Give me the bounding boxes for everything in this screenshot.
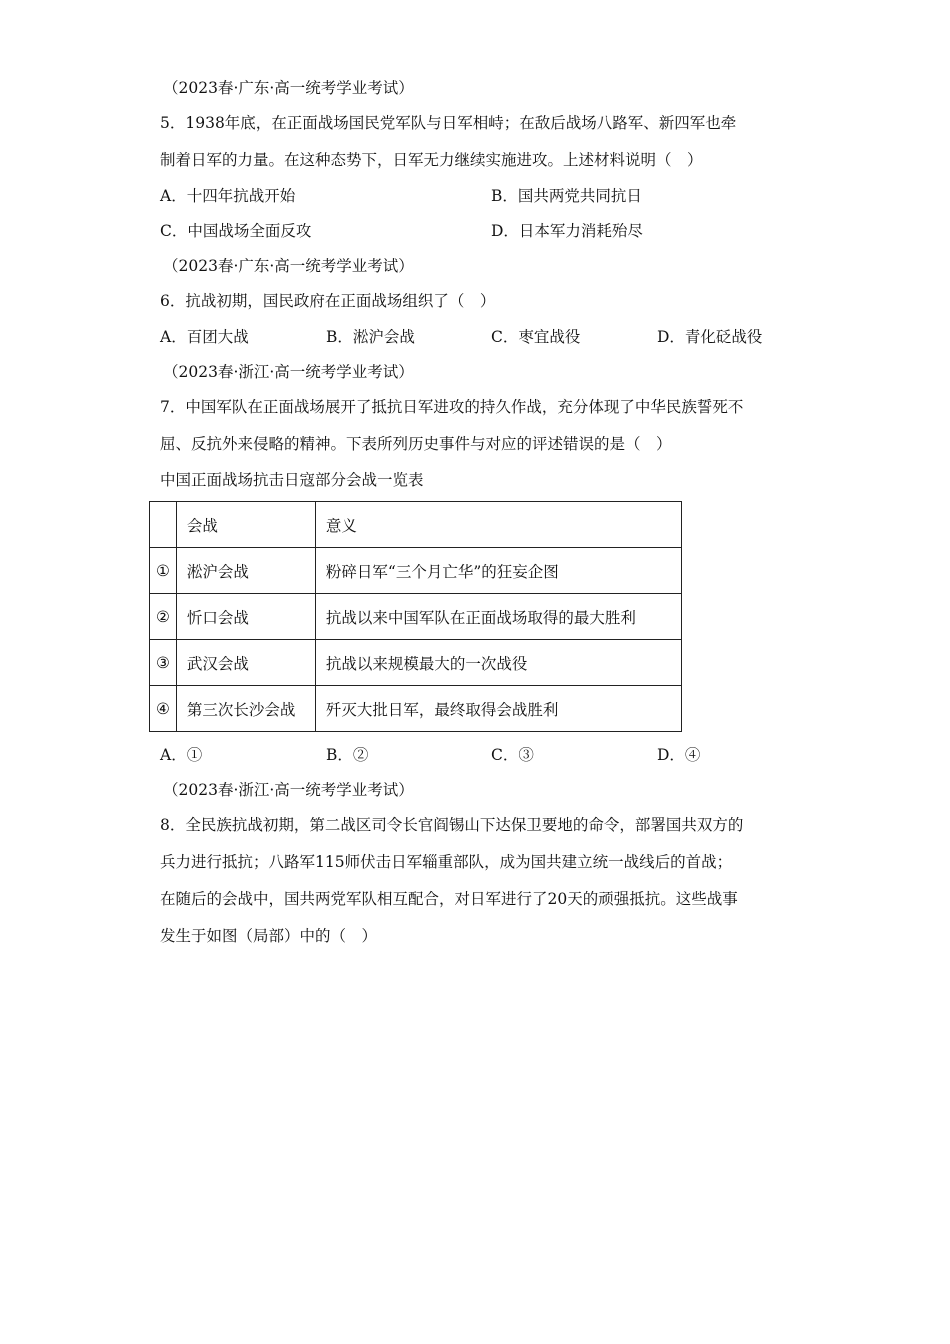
table-header-cell: 会战: [176, 502, 315, 548]
q6-option-d[interactable]: D．青化砭战役: [657, 328, 763, 346]
battles-table: [149, 501, 682, 732]
q8-stem-line3: 在随后的会战中，国共两党军队相互配合，对日军进行了20天的顽强抵抗。这些战事: [160, 890, 738, 908]
table-cell-significance: 抗战以来中国军队在正面战场取得的最大胜利: [315, 594, 681, 640]
q5-option-b[interactable]: B．国共两党共同抗日: [491, 187, 642, 205]
q5-source: （2023春·广东·高一统考学业考试）: [163, 79, 414, 97]
q8-source: （2023春·浙江·高一统考学业考试）: [163, 781, 414, 799]
q5-stem-line2: 制着日军的力量。在这种态势下，日军无力继续实施进攻。上述材料说明（ ）: [160, 151, 703, 169]
q6-option-b[interactable]: B．淞沪会战: [326, 328, 415, 346]
q8-stem-line1: 8．全民族抗战初期，第二战区司令长官阎锡山下达保卫要地的命令，部署国共双方的: [160, 816, 744, 834]
q6-stem: 6．抗战初期，国民政府在正面战场组织了（ ）: [160, 292, 496, 310]
q7-stem-line2: 屈、反抗外来侵略的精神。下表所列历史事件与对应的评述错误的是（ ）: [160, 435, 672, 453]
q7-option-c[interactable]: C．③: [491, 746, 534, 764]
q5-option-d[interactable]: D．日本军力消耗殆尽: [491, 222, 643, 240]
q7-option-a[interactable]: A．①: [160, 746, 203, 764]
table-cell-number: ③: [150, 640, 177, 686]
table-cell-significance: 抗战以来规模最大的一次战役: [315, 640, 681, 686]
table-row: [150, 548, 682, 594]
table-cell-number: ①: [150, 548, 177, 594]
table-row: [150, 640, 682, 686]
table-header-row: [150, 502, 682, 548]
q7-option-d[interactable]: D．④: [657, 746, 701, 764]
table-cell-significance: 歼灭大批日军，最终取得会战胜利: [315, 686, 681, 732]
table-cell-significance: 粉碎日军“三个月亡华”的狂妄企图: [315, 548, 681, 594]
table-cell-number: ④: [150, 686, 177, 732]
table-cell-battle: 第三次长沙会战: [176, 686, 315, 732]
table-row: [150, 686, 682, 732]
q5-option-a[interactable]: A．十四年抗战开始: [160, 187, 296, 205]
q7-stem-line1: 7．中国军队在正面战场展开了抵抗日军进攻的持久作战，充分体现了中华民族誓死不: [160, 398, 744, 416]
table-header-cell: 意义: [315, 502, 681, 548]
table-cell-battle: 淞沪会战: [176, 548, 315, 594]
table-cell-number: ②: [150, 594, 177, 640]
q5-option-c[interactable]: C．中国战场全面反攻: [160, 222, 312, 240]
table-cell-battle: 忻口会战: [176, 594, 315, 640]
q5-stem-line1: 5．1938年底，在正面战场国民党军队与日军相峙；在敌后战场八路军、新四军也牵: [160, 114, 737, 132]
q8-stem-line2: 兵力进行抵抗；八路军115师伏击日军辎重部队，成为国共建立统一战线后的首战；: [160, 853, 733, 871]
q6-option-a[interactable]: A．百团大战: [160, 328, 249, 346]
q7-table-title: 中国正面战场抗击日寇部分会战一览表: [160, 471, 424, 489]
q7-source: （2023春·浙江·高一统考学业考试）: [163, 363, 414, 381]
q6-source: （2023春·广东·高一统考学业考试）: [163, 257, 414, 275]
q6-option-c[interactable]: C．枣宜战役: [491, 328, 581, 346]
table-cell-battle: 武汉会战: [176, 640, 315, 686]
table-row: [150, 594, 682, 640]
table-header-cell: [150, 502, 177, 548]
q7-option-b[interactable]: B．②: [326, 746, 369, 764]
q8-stem-line4: 发生于如图（局部）中的（ ）: [160, 927, 378, 945]
